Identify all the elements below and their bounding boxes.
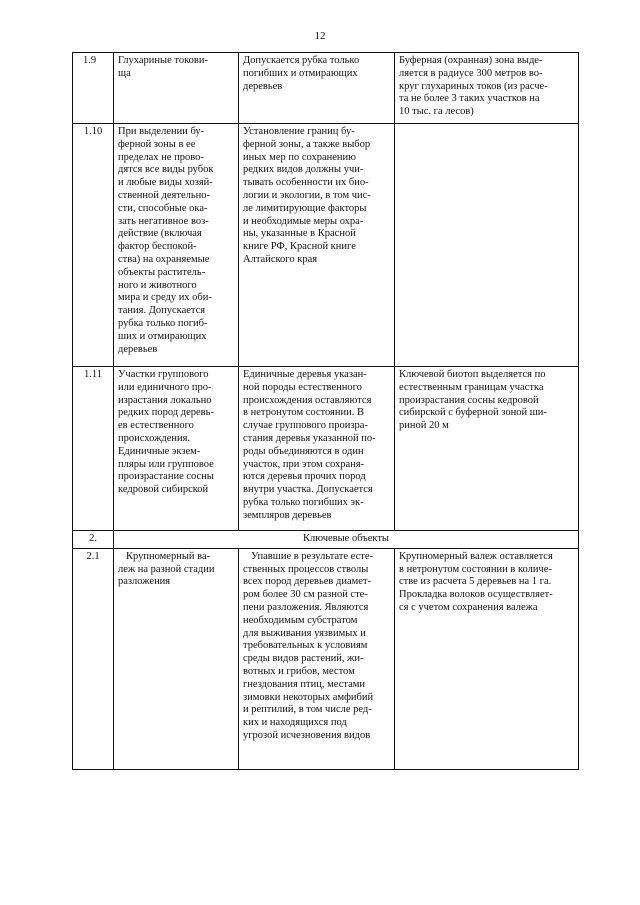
notes-cell: Буферная (охранная) зона выде- ляется в радиусе 300 метров во- круг глухариных токов (из расче- та не более 3 таких участков на 10 тыс. га лесов) xyxy=(395,53,579,124)
row-number: 1.11 xyxy=(73,367,114,531)
notes-cell: Крупномерный валеж оставляется в нетронутом состоянии в количе- стве из расчета 5 деревьев на 1 га. Прокладка волоков осуществляет- ся с учетом сохранения валежа xyxy=(395,548,579,769)
table-row xyxy=(73,124,579,367)
notes-cell xyxy=(395,124,579,367)
table-row xyxy=(73,548,579,769)
row-number: 1.9 xyxy=(73,53,114,124)
section-title: Ключевые объекты xyxy=(114,531,579,549)
page-number: 12 xyxy=(314,30,326,42)
document-table xyxy=(72,52,579,770)
requirements-cell: Единичные деревья указан- ной породы естественного происхождения оставляются в нетронутом состоянии. В случае группового произра- стания деревья указанной по- роды объединяются в один участок, при этом сохраня- ются деревья прочих пород внутри участка. Допускается рубка только погибших эк- земпляров деревьев xyxy=(239,367,395,531)
requirements-cell: Упавшие в результате есте- ственных процессов стволы всех пород деревьев диамет- ром более 30 см разной сте- пени разложения. Являются необходимым субстратом для выживания уязвимых и требовательных к условиям среды видов растений, жи- вотных и грибов, местом гнездования птиц, местами зимовки некоторых амфибий и рептилий, в том числе ред- ких и находящихся под угрозой исчезновения видов xyxy=(239,548,395,769)
object-cell: При выделении бу- ферной зоны в ее пределах не прово- дятся все виды рубок и любые виды хозяй- ственной деятельно- сти, способные ока- зать негативное воз- действие (включая фактор беспокой- ства) на охраняемые объекты раститель- ного и животного мира и среду их оби- тания. Допускается рубка только погиб- ших и отмирающих деревьев xyxy=(114,124,239,367)
section-number: 2. xyxy=(73,531,114,549)
table-row xyxy=(73,53,579,124)
row-number: 2.1 xyxy=(73,548,114,769)
table-row xyxy=(73,367,579,531)
section-row xyxy=(73,531,579,549)
object-cell: Крупномерный ва- леж на разной стадии разложения xyxy=(114,548,239,769)
object-cell: Глухариные токови- ща xyxy=(114,53,239,124)
requirements-cell: Допускается рубка только погибших и отмирающих деревьев xyxy=(239,53,395,124)
notes-cell: Ключевой биотоп выделяется по естественным границам участка произрастания сосны кедровой сибирской с буферной зоной ши- риной 20 м xyxy=(395,367,579,531)
object-cell: Участки группового или единичного про- израстания локально редких пород деревь- ев естественного происхождения. Единичные экзем- пляры или групповое произрастание сосны кедровой сибирской xyxy=(114,367,239,531)
requirements-cell: Установление границ бу- ферной зоны, а также выбор иных мер по сохранению редких видов должны учи- тывать особенности их био- логии и экологии, в том чис- ле лимитирующие факторы и необходимые меры охра- ны, указанные в Красной книге РФ, Красной книге Алтайского края xyxy=(239,124,395,367)
row-number: 1.10 xyxy=(73,124,114,367)
